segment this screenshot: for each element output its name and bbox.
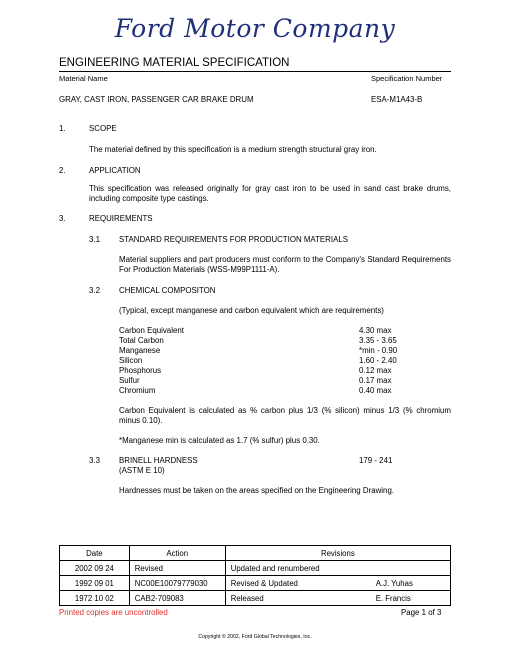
subsection-3-1-number: 3.1 <box>89 235 100 244</box>
element-name: Phosphorus <box>119 366 162 375</box>
element-name: Carbon Equivalent <box>119 326 184 335</box>
hardness-text: Hardnesses must be taken on the areas specified on the Engineering Drawing. <box>119 486 395 495</box>
composition-row <box>119 326 184 336</box>
subsection-3-3-standard: (ASTM E 10) <box>119 466 165 475</box>
revision-author: A.J. Yuhas <box>371 576 451 591</box>
material-name-label: Material Name <box>59 74 108 83</box>
element-value: 0.40 max <box>359 386 392 395</box>
revision-date: 2002 09 24 <box>60 561 130 576</box>
hardness-value: 179 - 241 <box>359 456 393 465</box>
subsection-3-2-number: 3.2 <box>89 286 100 295</box>
spec-number-label: Specification Number <box>371 74 443 83</box>
table-row <box>60 561 451 576</box>
subsection-3-1-text: Material suppliers and part producers must conform to the Company's Standard Requirements For Production Materials (WSS-M99P1111-A). <box>119 255 451 274</box>
revision-description: Updated and renumbered <box>225 561 450 576</box>
revision-action: NC00E10079779030 <box>129 576 225 591</box>
manganese-text: *Manganese min is calculated as 1.7 (% sulfur) plus 0.30. <box>119 436 320 445</box>
revision-author: E. Francis <box>371 591 451 606</box>
subsection-3-3-title: BRINELL HARDNESS <box>119 456 198 465</box>
revision-table <box>59 545 451 606</box>
revision-date: 1992 09 01 <box>60 576 130 591</box>
section-2-text: This specification was released originally for gray cast iron to be used in sand cast brake drums, including composite type castings. <box>89 184 451 203</box>
element-name: Manganese <box>119 346 161 355</box>
section-3-number: 3. <box>59 214 66 223</box>
element-value: 3.35 - 3.65 <box>359 336 397 345</box>
date-header: Date <box>60 546 130 561</box>
element-value: 4.30 max <box>359 326 392 335</box>
composition-note: (Typical, except manganese and carbon equivalent which are requirements) <box>119 306 384 315</box>
element-name: Total Carbon <box>119 336 164 345</box>
subsection-3-3-number: 3.3 <box>89 456 100 465</box>
section-2-number: 2. <box>59 166 66 175</box>
spec-number: ESA-M1A43-B <box>371 95 423 104</box>
revision-action: CAB2-709083 <box>129 591 225 606</box>
element-name: Chromium <box>119 386 156 395</box>
revision-action: Revised <box>129 561 225 576</box>
element-value: *min - 0.90 <box>359 346 398 355</box>
section-1-number: 1. <box>59 124 66 133</box>
title-rule <box>59 71 451 72</box>
revisions-header: Revisions <box>225 546 450 561</box>
section-1-title: SCOPE <box>89 124 117 133</box>
element-name: Silicon <box>119 356 143 365</box>
subsection-3-2-title: CHEMICAL COMPOSITON <box>119 286 216 295</box>
table-row <box>60 576 451 591</box>
section-2-title: APPLICATION <box>89 166 141 175</box>
material-name: GRAY, CAST IRON, PASSENGER CAR BRAKE DRUM <box>59 95 254 104</box>
element-value: 1.60 - 2.40 <box>359 356 397 365</box>
element-value: 0.12 max <box>359 366 392 375</box>
element-name: Sulfur <box>119 376 140 385</box>
uncontrolled-notice: Printed copies are uncontrolled <box>59 608 168 617</box>
document-title: ENGINEERING MATERIAL SPECIFICATION <box>59 57 290 69</box>
subsection-3-1-title: STANDARD REQUIREMENTS FOR PRODUCTION MATERIALS <box>119 235 348 244</box>
revision-description: Released <box>225 591 370 606</box>
revision-header-row <box>60 546 451 561</box>
copyright: Copyright © 2002, Ford Global Technologies, Inc. <box>198 634 312 640</box>
revision-date: 1972 10 02 <box>60 591 130 606</box>
action-header: Action <box>129 546 225 561</box>
table-row <box>60 591 451 606</box>
section-3-title: REQUIREMENTS <box>89 214 153 223</box>
element-value: 0.17 max <box>359 376 392 385</box>
carbon-equivalent-text: Carbon Equivalent is calculated as % carbon plus 1/3 (% silicon) minus 1/3 (% chromium minus 0.10). <box>119 406 451 425</box>
page-number: Page 1 of 3 <box>401 608 442 617</box>
section-1-text: The material defined by this specification is a medium strength structural gray iron. <box>89 145 377 154</box>
revision-description: Revised & Updated <box>225 576 370 591</box>
ford-logo: Ford Motor Company <box>114 14 396 43</box>
